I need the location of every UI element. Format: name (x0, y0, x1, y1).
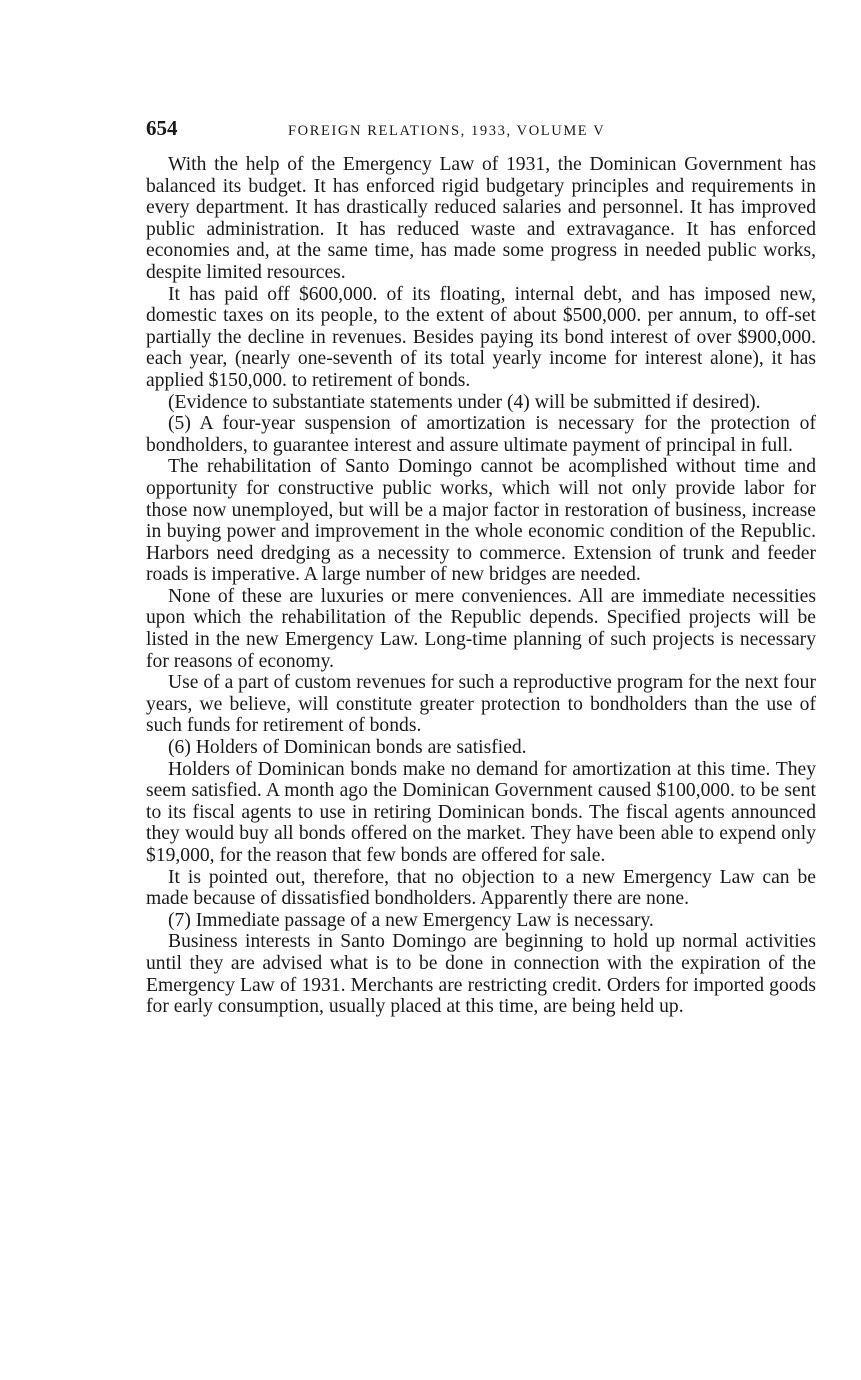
paragraph-rehabilitation: The rehabilitation of Santo Domingo cannot be acomplished without time and opportunity for constructive public works, which will not only provide labor for those now unemployed, but will be a major factor in restoration of business, increase in buying power and improvement in the whole economic condition of the Republic. Harbors need dredging as a necessity to commerce. Extension of trunk and feeder roads is imperative. A large number of new bridges are needed. (146, 456, 816, 586)
paragraph-necessities: None of these are luxuries or mere conveniences. All are immediate necessities upon which the rehabilitation of the Republic depends. Specified projects will be listed in the new Emergency Law. Long-time planning of such projects is necessary for reasons of economy. (146, 585, 816, 672)
paragraph-point-7: (7) Immediate passage of a new Emergency Law is necessary. (168, 909, 654, 931)
running-head (146, 116, 816, 146)
paragraph-budget-balanced: With the help of the Emergency Law of 1931, the Dominican Government has balanced its budget. It has enforced rigid budgetary principles and requirements in every department. It has drastically reduced salaries and personnel. It has improved public administration. It has reduced waste and extravagance. It has enforced economies and, at the same time, has made some progress in needed public works, despite limited resources. (146, 154, 816, 283)
document-page (146, 116, 816, 1018)
paragraph-point-5: (5) A four-year suspension of amortization is necessary for the protection of bondholders, to guarantee interest and assure ultimate payment of principal in full. (146, 413, 816, 456)
paragraph-bondholders: Holders of Dominican bonds make no demand for amortization at this time. They seem satisfied. A month ago the Dominican Government caused $100,000. to be sent to its fiscal agents to use in retiring Dominican bonds. The fiscal agents announced they would buy all bonds offered on the market. They have been able to expend only $19,000, for the reason that few bonds are offered for sale. (146, 758, 816, 866)
paragraph-evidence-note: (Evidence to substantiate statements under (4) will be submitted if desired). (168, 391, 761, 413)
body-text (146, 154, 816, 1018)
paragraph-business-interests: Business interests in Santo Domingo are beginning to hold up normal activities until they are advised what is to be done in connection with the expiration of the Emergency Law of 1931. Merchants are restricting credit. Orders for imported goods for early consumption, usually placed at this time, are being held up. (146, 931, 816, 1018)
running-head-title: FOREIGN RELATIONS, 1933, VOLUME V (288, 123, 606, 139)
page-number: 654 (146, 116, 178, 140)
paragraph-no-objection: It is pointed out, therefore, that no objection to a new Emergency Law can be made because of dissatisfied bondholders. Apparently there are none. (146, 866, 816, 910)
paragraph-custom-revenues: Use of a part of custom revenues for such a reproductive program for the next four years, we believe, will constitute greater protection to bondholders than the use of such funds for retirement of bonds. (146, 672, 816, 737)
paragraph-floating-debt: It has paid off $600,000. of its floating, internal debt, and has imposed new, domestic taxes on its people, to the extent of about $500,000. per annum, to off-set partially the decline in revenues. Besides paying its bond interest of over $900,000. each year, (nearly one-seventh of its total yearly income for interest alone), it has applied $150,000. to retirement of bonds. (146, 283, 816, 391)
paragraph-point-6: (6) Holders of Dominican bonds are satisfied. (168, 737, 527, 759)
